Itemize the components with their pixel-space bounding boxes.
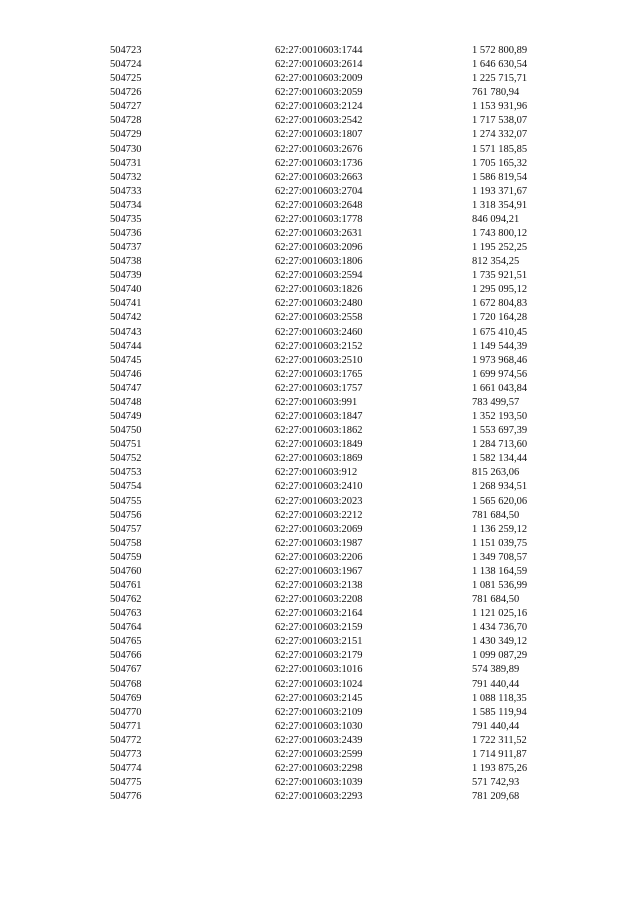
row-number: 504761 bbox=[110, 579, 142, 591]
row-number: 504762 bbox=[110, 594, 142, 606]
cadastral-value: 1 553 697,39 bbox=[472, 425, 528, 437]
cadastral-value: 1 318 354,91 bbox=[472, 199, 528, 211]
cadastral-value: 1 586 819,54 bbox=[472, 171, 528, 183]
table-row bbox=[110, 382, 580, 396]
table-row bbox=[110, 157, 580, 171]
cadastral-value: 1 565 620,06 bbox=[472, 495, 528, 507]
cadastral-number: 62:27:0010603:2676 bbox=[275, 143, 363, 155]
table-row bbox=[110, 466, 580, 480]
cadastral-value: 812 354,25 bbox=[472, 256, 520, 268]
cadastral-value: 1 675 410,45 bbox=[472, 326, 528, 338]
cadastral-value: 1 274 332,07 bbox=[472, 129, 528, 141]
cadastral-number: 62:27:0010603:2124 bbox=[275, 101, 363, 113]
table-row bbox=[110, 128, 580, 142]
cadastral-number: 62:27:0010603:991 bbox=[275, 396, 358, 408]
table-row bbox=[110, 114, 580, 128]
cadastral-value: 1 720 164,28 bbox=[472, 312, 528, 324]
row-number: 504739 bbox=[110, 270, 142, 282]
cadastral-number: 62:27:0010603:2096 bbox=[275, 242, 363, 254]
cadastral-number: 62:27:0010603:2599 bbox=[275, 748, 363, 760]
row-number: 504767 bbox=[110, 664, 142, 676]
row-number: 504764 bbox=[110, 622, 142, 634]
table-row bbox=[110, 663, 580, 677]
cadastral-number: 62:27:0010603:1806 bbox=[275, 256, 363, 268]
cadastral-value: 791 440,44 bbox=[472, 720, 520, 732]
row-number: 504776 bbox=[110, 791, 142, 803]
cadastral-number: 62:27:0010603:2109 bbox=[275, 706, 363, 718]
row-number: 504738 bbox=[110, 256, 142, 268]
cadastral-value: 1 153 931,96 bbox=[472, 101, 528, 113]
cadastral-value: 1 705 165,32 bbox=[472, 157, 528, 169]
row-number: 504756 bbox=[110, 509, 142, 521]
cadastral-value: 571 742,93 bbox=[472, 777, 520, 789]
cadastral-value: 783 499,57 bbox=[472, 396, 520, 408]
cadastral-value: 791 440,44 bbox=[472, 678, 520, 690]
table-row bbox=[110, 269, 580, 283]
cadastral-value: 1 582 134,44 bbox=[472, 453, 528, 465]
cadastral-value: 1 138 164,59 bbox=[472, 565, 528, 577]
row-number: 504742 bbox=[110, 312, 142, 324]
cadastral-number: 62:27:0010603:2152 bbox=[275, 340, 363, 352]
row-number: 504733 bbox=[110, 185, 142, 197]
cadastral-number: 62:27:0010603:2510 bbox=[275, 354, 363, 366]
cadastral-number: 62:27:0010603:2159 bbox=[275, 622, 363, 634]
cadastral-number: 62:27:0010603:2439 bbox=[275, 734, 363, 746]
row-number: 504753 bbox=[110, 467, 142, 479]
table-row bbox=[110, 396, 580, 410]
row-number: 504773 bbox=[110, 748, 142, 760]
cadastral-number: 62:27:0010603:1030 bbox=[275, 720, 363, 732]
cadastral-value: 1 973 968,46 bbox=[472, 354, 528, 366]
cadastral-value: 815 263,06 bbox=[472, 467, 520, 479]
table-row bbox=[110, 368, 580, 382]
table-row bbox=[110, 58, 580, 72]
cadastral-number: 62:27:0010603:2460 bbox=[275, 326, 363, 338]
table-row bbox=[110, 551, 580, 565]
cadastral-value: 761 780,94 bbox=[472, 87, 520, 99]
cadastral-value: 1 722 311,52 bbox=[472, 734, 527, 746]
cadastral-value: 1 646 630,54 bbox=[472, 59, 528, 71]
table-row bbox=[110, 424, 580, 438]
cadastral-value: 1 193 875,26 bbox=[472, 762, 528, 774]
row-number: 504757 bbox=[110, 523, 142, 535]
row-number: 504752 bbox=[110, 453, 142, 465]
row-number: 504743 bbox=[110, 326, 142, 338]
table-row bbox=[110, 44, 580, 58]
cadastral-number: 62:27:0010603:2410 bbox=[275, 481, 363, 493]
cadastral-number: 62:27:0010603:1807 bbox=[275, 129, 363, 141]
table-row bbox=[110, 537, 580, 551]
row-number: 504771 bbox=[110, 720, 142, 732]
cadastral-value: 1 717 538,07 bbox=[472, 115, 528, 127]
cadastral-number: 62:27:0010603:1847 bbox=[275, 411, 363, 423]
row-number: 504734 bbox=[110, 199, 142, 211]
cadastral-value: 1 284 713,60 bbox=[472, 439, 528, 451]
table-row bbox=[110, 621, 580, 635]
cadastral-number: 62:27:0010603:2206 bbox=[275, 551, 363, 563]
row-number: 504751 bbox=[110, 439, 142, 451]
row-number: 504755 bbox=[110, 495, 142, 507]
cadastral-number: 62:27:0010603:2298 bbox=[275, 762, 363, 774]
row-number: 504744 bbox=[110, 340, 142, 352]
cadastral-number: 62:27:0010603:2145 bbox=[275, 692, 363, 704]
cadastral-value: 1 225 715,71 bbox=[472, 73, 528, 85]
row-number: 504731 bbox=[110, 157, 142, 169]
cadastral-number: 62:27:0010603:2179 bbox=[275, 650, 363, 662]
row-number: 504772 bbox=[110, 734, 142, 746]
cadastral-number: 62:27:0010603:2212 bbox=[275, 509, 363, 521]
cadastral-number: 62:27:0010603:2648 bbox=[275, 199, 363, 211]
table-row bbox=[110, 607, 580, 621]
cadastral-value: 1 434 736,70 bbox=[472, 622, 528, 634]
row-number: 504763 bbox=[110, 608, 142, 620]
cadastral-value: 1 121 025,16 bbox=[472, 608, 528, 620]
cadastral-value: 1 714 911,87 bbox=[472, 748, 527, 760]
row-number: 504747 bbox=[110, 382, 142, 394]
cadastral-number: 62:27:0010603:1967 bbox=[275, 565, 363, 577]
row-number: 504759 bbox=[110, 551, 142, 563]
row-number: 504768 bbox=[110, 678, 142, 690]
cadastral-value: 1 672 804,83 bbox=[472, 298, 528, 310]
row-number: 504774 bbox=[110, 762, 142, 774]
table-row bbox=[110, 255, 580, 269]
row-number: 504724 bbox=[110, 59, 142, 71]
cadastral-value: 1 193 371,67 bbox=[472, 185, 528, 197]
cadastral-value: 1 699 974,56 bbox=[472, 368, 528, 380]
row-number: 504725 bbox=[110, 73, 142, 85]
table-row bbox=[110, 776, 580, 790]
cadastral-number: 62:27:0010603:2164 bbox=[275, 608, 363, 620]
table-row bbox=[110, 185, 580, 199]
cadastral-number: 62:27:0010603:1744 bbox=[275, 45, 363, 56]
table-row bbox=[110, 678, 580, 692]
cadastral-number: 62:27:0010603:2069 bbox=[275, 523, 363, 535]
row-number: 504736 bbox=[110, 228, 142, 240]
row-number: 504758 bbox=[110, 537, 142, 549]
cadastral-number: 62:27:0010603:1765 bbox=[275, 368, 363, 380]
row-number: 504726 bbox=[110, 87, 142, 99]
table-row bbox=[110, 283, 580, 297]
cadastral-value: 846 094,21 bbox=[472, 213, 520, 225]
cadastral-number: 62:27:0010603:2151 bbox=[275, 636, 363, 648]
cadastral-number: 62:27:0010603:2023 bbox=[275, 495, 363, 507]
table-row bbox=[110, 480, 580, 494]
table-row bbox=[110, 72, 580, 86]
cadastral-number: 62:27:0010603:2594 bbox=[275, 270, 363, 282]
table-row bbox=[110, 748, 580, 762]
cadastral-value: 1 352 193,50 bbox=[472, 411, 528, 423]
cadastral-number: 62:27:0010603:1757 bbox=[275, 382, 363, 394]
cadastral-number: 62:27:0010603:2704 bbox=[275, 185, 363, 197]
cadastral-value: 1 295 095,12 bbox=[472, 284, 528, 296]
cadastral-number: 62:27:0010603:2631 bbox=[275, 228, 363, 240]
row-number: 504737 bbox=[110, 242, 142, 254]
cadastral-value: 1 151 039,75 bbox=[472, 537, 528, 549]
cadastral-number: 62:27:0010603:2208 bbox=[275, 594, 363, 606]
table-row bbox=[110, 227, 580, 241]
cadastral-value: 574 389,89 bbox=[472, 664, 520, 676]
cadastral-number: 62:27:0010603:2614 bbox=[275, 59, 363, 71]
cadastral-number: 62:27:0010603:1826 bbox=[275, 284, 363, 296]
row-number: 504735 bbox=[110, 213, 142, 225]
cadastral-number: 62:27:0010603:2663 bbox=[275, 171, 363, 183]
cadastral-number: 62:27:0010603:2558 bbox=[275, 312, 363, 324]
table-row bbox=[110, 495, 580, 509]
cadastral-value: 1 571 185,85 bbox=[472, 143, 528, 155]
row-number: 504728 bbox=[110, 115, 142, 127]
cadastral-value: 1 430 349,12 bbox=[472, 636, 528, 648]
row-number: 504745 bbox=[110, 354, 142, 366]
cadastral-value: 781 684,50 bbox=[472, 509, 520, 521]
table-row bbox=[110, 410, 580, 424]
table-row bbox=[110, 762, 580, 776]
row-number: 504770 bbox=[110, 706, 142, 718]
cadastral-value: 1 585 119,94 bbox=[472, 706, 527, 718]
row-number: 504748 bbox=[110, 396, 142, 408]
row-number: 504729 bbox=[110, 129, 142, 141]
table-row bbox=[110, 593, 580, 607]
table-row bbox=[110, 692, 580, 706]
cadastral-value: 1 081 536,99 bbox=[472, 579, 528, 591]
row-number: 504760 bbox=[110, 565, 142, 577]
cadastral-number: 62:27:0010603:1778 bbox=[275, 213, 363, 225]
cadastral-number: 62:27:0010603:1736 bbox=[275, 157, 363, 169]
table-row bbox=[110, 326, 580, 340]
table-row bbox=[110, 143, 580, 157]
cadastral-value-table bbox=[110, 44, 580, 804]
row-number: 504723 bbox=[110, 45, 142, 56]
row-number: 504741 bbox=[110, 298, 142, 310]
table-row bbox=[110, 649, 580, 663]
cadastral-number: 62:27:0010603:2293 bbox=[275, 791, 363, 803]
cadastral-value: 1 268 934,51 bbox=[472, 481, 528, 493]
cadastral-value: 1 149 544,39 bbox=[472, 340, 528, 352]
row-number: 504740 bbox=[110, 284, 142, 296]
table-row bbox=[110, 213, 580, 227]
table-row bbox=[110, 199, 580, 213]
table-row bbox=[110, 579, 580, 593]
cadastral-value: 781 684,50 bbox=[472, 594, 520, 606]
cadastral-number: 62:27:0010603:1024 bbox=[275, 678, 363, 690]
cadastral-number: 62:27:0010603:2009 bbox=[275, 73, 363, 85]
row-number: 504727 bbox=[110, 101, 142, 113]
cadastral-number: 62:27:0010603:1849 bbox=[275, 439, 363, 451]
table-row bbox=[110, 340, 580, 354]
row-number: 504769 bbox=[110, 692, 142, 704]
cadastral-value: 1 349 708,57 bbox=[472, 551, 528, 563]
row-number: 504749 bbox=[110, 411, 142, 423]
cadastral-number: 62:27:0010603:2480 bbox=[275, 298, 363, 310]
row-number: 504775 bbox=[110, 777, 142, 789]
table-row bbox=[110, 720, 580, 734]
cadastral-value: 1 195 252,25 bbox=[472, 242, 528, 254]
table-row bbox=[110, 635, 580, 649]
cadastral-number: 62:27:0010603:912 bbox=[275, 467, 358, 479]
table-row bbox=[110, 438, 580, 452]
cadastral-number: 62:27:0010603:2542 bbox=[275, 115, 363, 127]
cadastral-value: 1 099 087,29 bbox=[472, 650, 528, 662]
cadastral-number: 62:27:0010603:1987 bbox=[275, 537, 363, 549]
table-row bbox=[110, 734, 580, 748]
row-number: 504766 bbox=[110, 650, 142, 662]
cadastral-number: 62:27:0010603:1869 bbox=[275, 453, 363, 465]
row-number: 504746 bbox=[110, 368, 142, 380]
row-number: 504732 bbox=[110, 171, 142, 183]
table-row bbox=[110, 354, 580, 368]
row-number: 504730 bbox=[110, 143, 142, 155]
cadastral-number: 62:27:0010603:1016 bbox=[275, 664, 363, 676]
row-number: 504765 bbox=[110, 636, 142, 648]
table-row bbox=[110, 706, 580, 720]
table-row bbox=[110, 509, 580, 523]
cadastral-value: 781 209,68 bbox=[472, 791, 520, 803]
cadastral-value: 1 136 259,12 bbox=[472, 523, 528, 535]
cadastral-number: 62:27:0010603:1039 bbox=[275, 777, 363, 789]
row-number: 504754 bbox=[110, 481, 142, 493]
row-number: 504750 bbox=[110, 425, 142, 437]
cadastral-value: 1 088 118,35 bbox=[472, 692, 527, 704]
cadastral-value: 1 743 800,12 bbox=[472, 228, 528, 240]
table-row bbox=[110, 100, 580, 114]
table-row bbox=[110, 86, 580, 100]
cadastral-number: 62:27:0010603:1862 bbox=[275, 425, 363, 437]
table-row bbox=[110, 790, 580, 804]
table-row bbox=[110, 565, 580, 579]
table-row bbox=[110, 452, 580, 466]
cadastral-value: 1 735 921,51 bbox=[472, 270, 528, 282]
cadastral-number: 62:27:0010603:2059 bbox=[275, 87, 363, 99]
cadastral-value: 1 572 800,89 bbox=[472, 45, 528, 56]
table-row bbox=[110, 311, 580, 325]
table-row bbox=[110, 523, 580, 537]
table-row bbox=[110, 171, 580, 185]
table-row bbox=[110, 241, 580, 255]
cadastral-number: 62:27:0010603:2138 bbox=[275, 579, 363, 591]
cadastral-value: 1 661 043,84 bbox=[472, 382, 528, 394]
table-row bbox=[110, 297, 580, 311]
